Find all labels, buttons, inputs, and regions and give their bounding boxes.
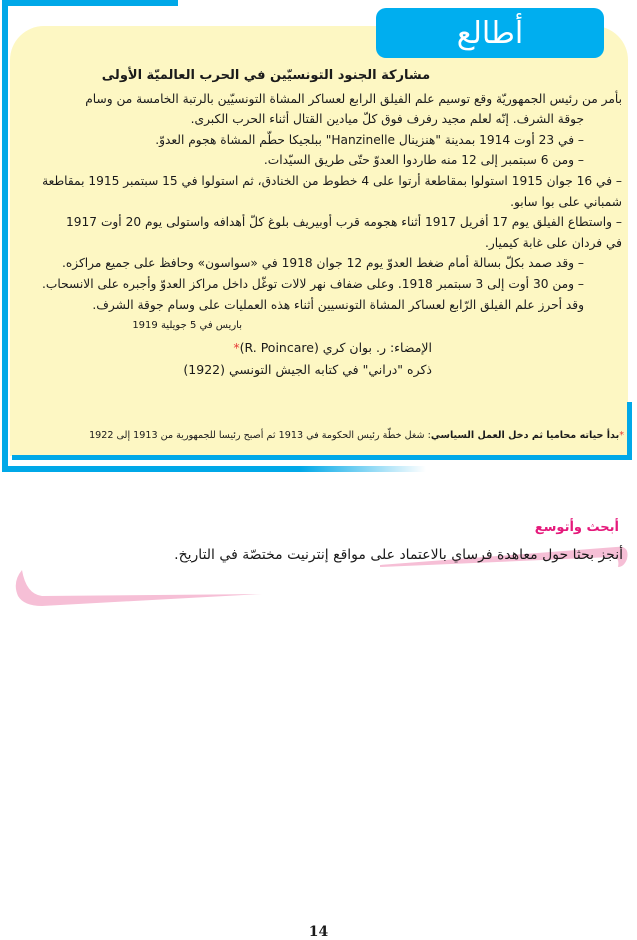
- event-line-3: – في 16 جوان 1915 استولوا بمقاطعة أرتوا على 4 خطوط من الخنادق، ثم استولوا في 15 سبتمبر 1915 بمقاطعة: [42, 173, 622, 188]
- event-line-7: – وقد صمد بكلّ بسالة أمام ضغط العدوّ يوم 12 جوان 1918 في «سواسون» وحافظ على جميع مراكزه.: [61, 256, 584, 271]
- footnote-text: : شغل خطّة رئيس الحكومة في 1913 ثم أصبح رئيسا للجمهورية من 1913 إلى 1922: [89, 430, 431, 441]
- intro-line-1: بأمر من رئيس الجمهوريّة وقع توسيم علم الفيلق الرابع لعساكر المشاة التونسيّين بالرتبة الخامسة من وسام: [85, 91, 622, 106]
- event-line-8: – ومن 30 أوت إلى 3 سبتمبر 1918. وعلى ضفاف نهر لالات توغّل داخل مراكز العدوّ وأجبره على الانسحاب.: [42, 276, 584, 291]
- section-tab-label: أطالع: [456, 15, 524, 51]
- blue-bracket-bottom-right-horizontal: [12, 455, 632, 460]
- blue-bracket-bottom-right-vertical: [627, 402, 632, 460]
- source-line: ذكره "دراني" في كتابه الجيش التونسي (1922): [183, 362, 432, 378]
- pink-swoosh-bottom-icon: [12, 568, 262, 606]
- blue-bracket-top: [2, 0, 178, 6]
- section-tab: [376, 8, 604, 58]
- document-body: [30, 66, 622, 381]
- event-line-6: في فردان على غابة كيميار.: [485, 235, 622, 250]
- blue-bracket-left: [2, 0, 8, 472]
- footnote: [28, 430, 624, 441]
- signature-line: [30, 337, 622, 359]
- footnote-star: *: [619, 430, 624, 441]
- footnote-marker: *: [233, 340, 240, 356]
- conclusion-line: وقد أحرز علم الفيلق الرّابع لعساكر المشاة التونسيين أثناء هذه العمليات على وسام جوقة الشرف.: [92, 297, 584, 312]
- intro-line-2: جوقة الشرف. إنّه لعلم مجيد رفرف فوق كلّ ميادين القتال أثناء الحرب الكبرى.: [190, 112, 584, 127]
- event-line-2: – ومن 6 سبتمبر إلى 12 منه طاردوا العدوّ حتّى طريق السيّدات.: [263, 153, 584, 168]
- page-number: 14: [308, 924, 329, 940]
- signature-text: الإمضاء: ر. بوان كري (R. Poincare): [239, 340, 432, 356]
- footnote-bold: بدأ حياته محاميا ثم دخل العمل السياسي: [430, 430, 620, 441]
- research-title: أبحث وأتوسع: [534, 520, 619, 535]
- event-line-5: – واستطاع الفيلق يوم 17 أفريل 1917 أثناء هجومه قرب أوبيريف بلوغ كلّ أهدافه واستولى يوم 20 أوت 1917: [66, 215, 622, 230]
- blue-bracket-bottom: [6, 466, 426, 472]
- research-task: أنجز بحثا حول معاهدة فرساي بالاعتماد على مواقع إنترنيت مختصّة في التاريخ.: [174, 547, 623, 563]
- event-line-1: – في 23 أوت 1914 بمدينة "هنزينال Hanzinelle" ببلجيكا حطّم المشاة هجوم العدوّ.: [155, 132, 584, 147]
- document-heading: مشاركة الجنود التونسيّين في الحرب العالميّة الأولى: [101, 68, 431, 83]
- event-line-4: شمباني على بوا سابو.: [510, 194, 622, 209]
- place-date: باريس في 5 جويلية 1919: [132, 320, 242, 332]
